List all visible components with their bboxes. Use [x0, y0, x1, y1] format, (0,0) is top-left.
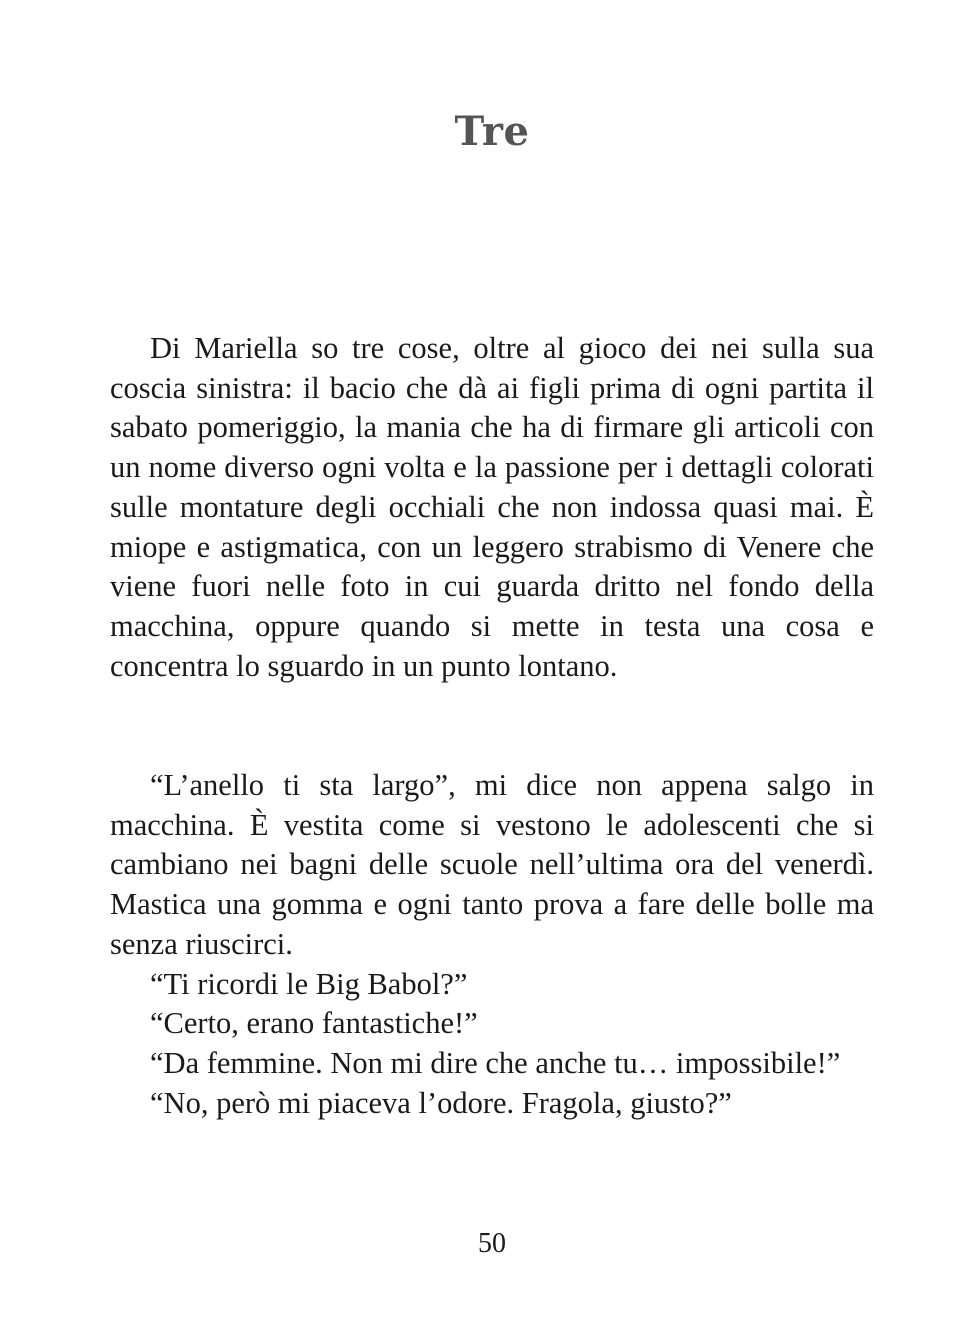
page-number: 50 [478, 1228, 506, 1259]
paragraph: “L’anello ti sta largo”, mi dice non appena salgo in macchina. È vestita come si vestono le adolescenti che si cambiano nei bagni delle scuole nell’ultima ora del venerdì. Mastica una gomma e ogni tanto prova a fare delle bolle ma senza riuscirci. [110, 768, 874, 961]
dialogue-line: “Certo, erano fantastiche!” [150, 1006, 478, 1041]
dialogue-line: “Da femmine. Non mi dire che anche tu… impossibile!” [150, 1045, 841, 1080]
dialogue-line: “Ti ricordi le Big Babol?” [150, 966, 468, 1001]
chapter-title: Tre [454, 108, 530, 155]
paragraph: Di Mariella so tre cose, oltre al gioco dei nei sulla sua coscia sinistra: il bacio che dà ai figli prima di ogni partita il sabato pomeriggio, la mania che ha di firmare gli articoli con un nome diverso ogni volta e la passione per i dettagli colorati sulle montature degli occhiali che non indossa quasi mai. È miope e astigmatica, con un leggero strabismo di Venere che viene fuori nelle foto in cui guarda dritto nel fondo della macchina, oppure quando si mette in testa una cosa e concentra lo sguardo in un punto lontano. [110, 331, 874, 683]
body-text-block-1 [110, 329, 874, 686]
dialogue-line: “No, però mi piaceva l’odore. Fragola, giusto?” [150, 1085, 732, 1120]
body-text-block-2 [110, 766, 874, 1123]
